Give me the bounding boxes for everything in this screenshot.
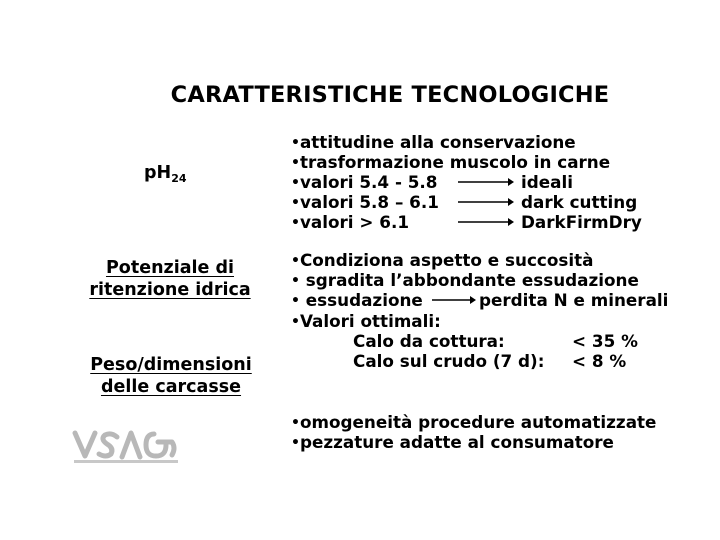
item-text: trasformazione muscolo in carne	[299, 152, 611, 172]
label-line: Potenziale di	[105, 258, 235, 278]
item-text: valori 5.8 – 6.1	[299, 192, 439, 212]
list-item	[291, 290, 423, 313]
bullet-icon: •	[291, 175, 300, 191]
section-label-peso	[78, 354, 264, 398]
bullet-icon: •	[291, 273, 300, 289]
label-line: delle carcasse	[100, 377, 242, 397]
label-line: ritenzione idrica	[89, 280, 251, 300]
item-text: valori > 6.1	[299, 212, 409, 232]
label-line: Peso/dimensioni	[90, 355, 252, 375]
section-label-ritenzione	[80, 257, 260, 301]
item-text: essudazione	[299, 290, 423, 310]
bullet-icon: •	[291, 293, 300, 309]
bullet-icon: •	[291, 215, 300, 231]
result-text: dark cutting	[521, 192, 638, 212]
result-text: DarkFirmDry	[521, 212, 642, 232]
arrow-right-icon	[458, 196, 514, 208]
item-text: Condiziona aspetto e succosità	[299, 250, 594, 270]
arrow-right-icon	[458, 216, 514, 228]
ph24-label	[144, 162, 187, 190]
bullet-icon: •	[291, 314, 300, 330]
value-text: < 35 %	[572, 331, 638, 351]
list-item	[291, 432, 614, 455]
bullet-icon: •	[291, 155, 300, 171]
value-text: < 8 %	[572, 351, 627, 371]
ph-subscript: 24	[171, 172, 187, 185]
list-item	[291, 212, 409, 235]
item-text: valori 5.4 - 5.8	[299, 172, 438, 192]
result-text: ideali	[521, 172, 573, 192]
result-text: perdita N e minerali	[479, 290, 669, 310]
bullet-icon: •	[291, 135, 300, 151]
item-text: omogeneità procedure automatizzate	[299, 412, 657, 432]
item-text: sgradita l’abbondante essudazione	[299, 270, 639, 290]
item-text: Valori ottimali:	[299, 311, 441, 331]
item-text: pezzature adatte al consumatore	[299, 432, 614, 452]
bullet-icon: •	[291, 435, 300, 451]
ph-text: pH	[144, 163, 172, 183]
vsa-logo	[72, 428, 182, 466]
bullet-icon: •	[291, 253, 300, 269]
item-text: attitudine alla conservazione	[299, 132, 576, 152]
bullet-icon: •	[291, 195, 300, 211]
slide-title: CARATTERISTICHE TECNOLOGICHE	[170, 82, 610, 108]
bullet-icon: •	[291, 415, 300, 431]
arrow-right-icon	[432, 294, 476, 306]
arrow-right-icon	[458, 176, 514, 188]
value-label: Calo da cottura:	[353, 331, 505, 351]
value-label: Calo sul crudo (7 d):	[353, 351, 545, 371]
